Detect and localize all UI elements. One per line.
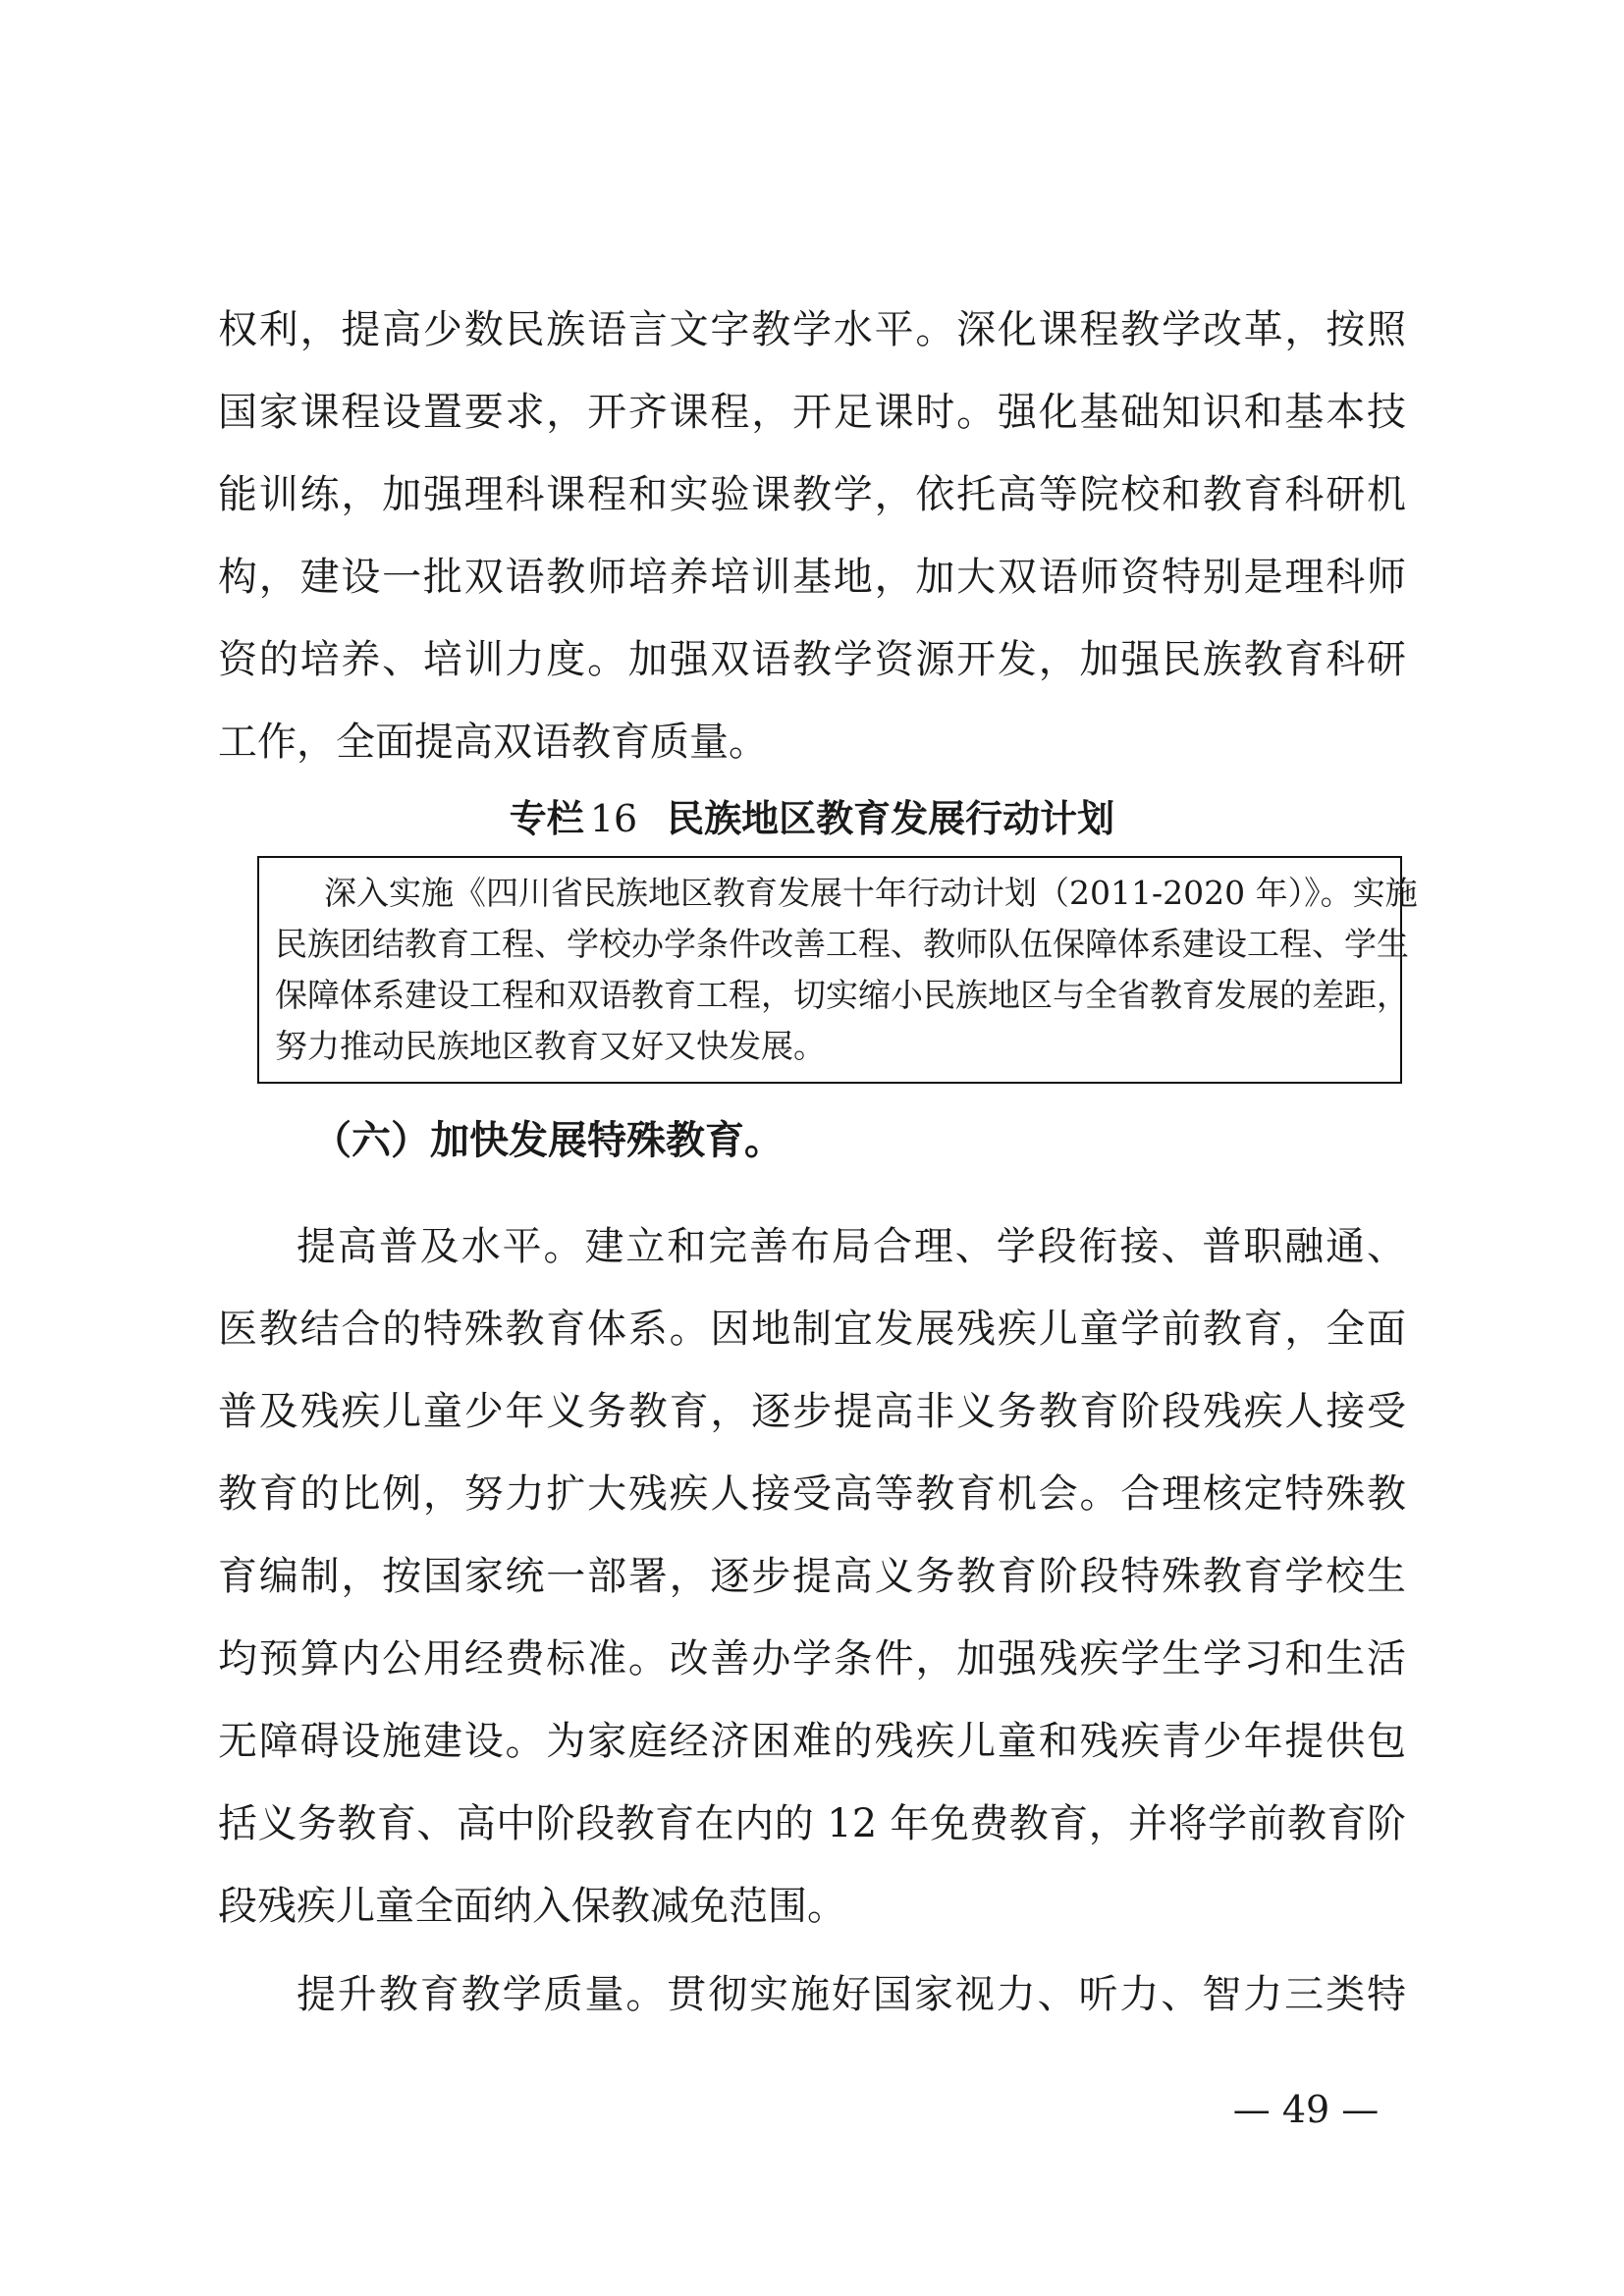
text-line: 普及残疾儿童少年义务教育，逐步提高非义务教育阶段残疾人接受 [218,1389,1406,1434]
box-text-line: 努力推动民族地区教育又好又快发展。 [275,1027,826,1065]
text-line: 能训练，加强理科课程和实验课教学，依托高等院校和教育科研机 [218,472,1406,517]
text-line: 医教结合的特殊教育体系。因地制宜发展残疾儿童学前教育，全面 [218,1307,1406,1352]
box-title-text: 民族地区教育发展行动计划 [667,797,1115,840]
text-line: 括义务教育、高中阶段教育在内的 12 年免费教育，并将学前教育阶 [218,1801,1406,1846]
box-title [218,791,1406,846]
box-title-prefix: 专栏 [509,797,584,840]
box-text-line: 深入实施《四川省民族地区教育发展十年行动计划（2011-2020 年）》。实施 [324,874,1418,912]
box-title-number: 16 [589,797,638,840]
box-text-line: 保障体系建设工程和双语教育工程，切实缩小民族地区与全省教育发展的差距， [275,976,1409,1014]
column-box [257,856,1418,1084]
text-line: 提升教育教学质量。贯彻实施好国家视力、听力、智力三类特 [297,1972,1406,2017]
box-text-line: 民族团结教育工程、学校办学条件改善工程、教师队伍保障体系建设工程、学生 [275,925,1409,963]
text-line: 无障碍设施建设。为家庭经济困难的残疾儿童和残疾青少年提供包 [218,1719,1406,1764]
text-line: 国家课程设置要求，开齐课程，开足课时。强化基础知识和基本技 [218,390,1406,435]
text-line: 提高普及水平。建立和完善布局合理、学段衔接、普职融通、 [297,1224,1406,1269]
text-line: 段残疾儿童全面纳入保教减免范围。 [218,1884,846,1929]
text-line: 构，建设一批双语教师培养培训基地，加大双语师资特别是理科师 [218,555,1406,600]
text-line: 教育的比例，努力扩大残疾人接受高等教育机会。合理核定特殊教 [218,1471,1406,1517]
text-line: 育编制，按国家统一部署，逐步提高义务教育阶段特殊教育学校生 [218,1554,1406,1599]
text-line: 权利，提高少数民族语言文字教学水平。深化课程教学改革，按照 [218,307,1406,352]
page-number: — 49 — [1232,2088,1380,2131]
text-line: 均预算内公用经费标准。改善办学条件，加强残疾学生学习和生活 [218,1636,1406,1682]
section-heading: （六）加快发展特殊教育。 [312,1118,784,1163]
text-line: 工作，全面提高双语教育质量。 [218,720,768,765]
text-line: 资的培养、培训力度。加强双语教学资源开发，加强民族教育科研 [218,637,1406,682]
